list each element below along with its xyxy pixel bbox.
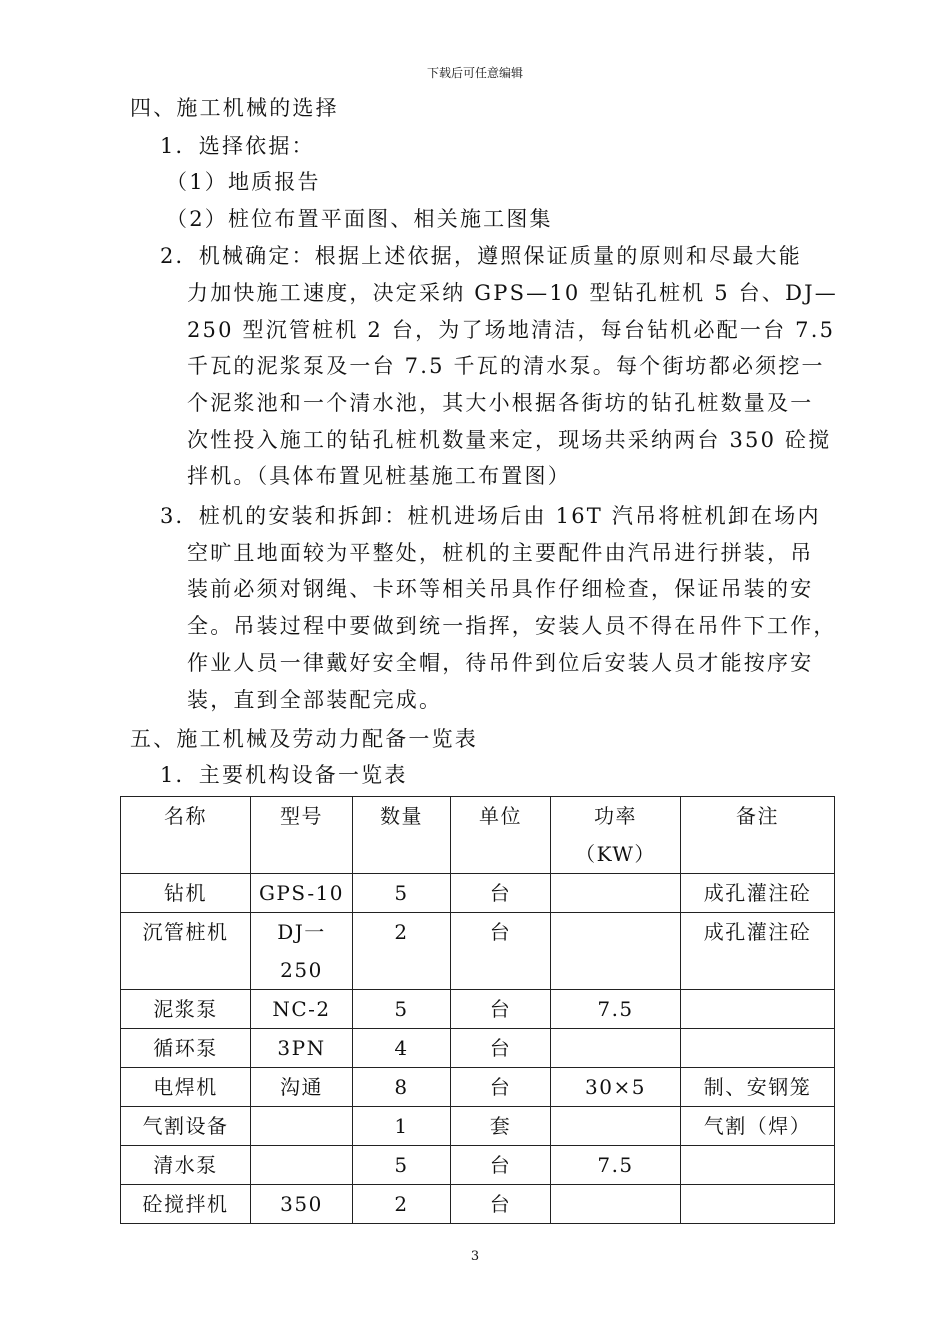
page-header: 下载后可任意编辑 xyxy=(426,66,523,80)
paragraph-machine-line-7: 拌机。（具体布置见桩基施工布置图） xyxy=(187,464,571,488)
section-heading-4: 四、施工机械的选择 xyxy=(130,96,339,120)
paragraph-install-line-2: 空旷且地面较为平整处，桩机的主要配件由汽吊进行拼装，吊 xyxy=(187,541,814,565)
paragraph-install-line-4: 全。吊装过程中要做到统一指挥，安装人员不得在吊件下工作， xyxy=(187,614,837,638)
page-number: 3 xyxy=(470,1249,480,1264)
equipment-table xyxy=(120,796,835,1224)
paragraph-machine-line-1: 2．机械确定：根据上述依据，遵照保证质量的原则和尽最大能 xyxy=(160,244,802,268)
paragraph-install-line-5: 作业人员一律戴好安全帽，待吊件到位后安装人员才能按序安 xyxy=(187,651,814,675)
table-row: 电焊机 沟通 8 台 30×5 制、安钢笼 xyxy=(121,1068,835,1107)
header-quantity: 数量 xyxy=(353,797,451,874)
table-row: 沉管桩机 DJ一 250 2 台 成孔灌注砼 xyxy=(121,913,835,990)
header-unit: 单位 xyxy=(451,797,551,874)
paragraph-machine-line-2: 力加快施工速度，决定采纳 GPS—10 型钻孔桩机 5 台、DJ— xyxy=(187,281,838,305)
table-row: 气割设备 1 套 气割（焊） xyxy=(121,1107,835,1146)
header-remark: 备注 xyxy=(681,797,835,874)
table-row: 钻机 GPS-10 5 台 成孔灌注砼 xyxy=(121,874,835,913)
paragraph-machine-line-5: 个泥浆池和一个清水池，其大小根据各街坊的钻孔桩数量及一 xyxy=(187,391,814,415)
subheading-basis: 1．选择依据： xyxy=(160,134,315,158)
paragraph-machine-line-4: 千瓦的泥浆泵及一台 7.5 千瓦的清水泵。每个街坊都必须挖一 xyxy=(187,354,825,378)
paragraph-machine-line-3: 250 型沉管桩机 2 台，为了场地清洁，每台钻机必配一台 7.5 xyxy=(187,318,836,342)
header-name: 名称 xyxy=(121,797,251,874)
paragraph-install-line-3: 装前必须对钢绳、卡环等相关吊具作仔细检查，保证吊装的安 xyxy=(187,577,814,601)
paragraph-install-line-1: 3．桩机的安装和拆卸：桩机进场后由 16T 汽吊将桩机卸在场内 xyxy=(160,504,821,528)
header-model: 型号 xyxy=(251,797,353,874)
header-power: 功率 （KW） xyxy=(551,797,681,874)
table-row: 循环泵 3PN 4 台 xyxy=(121,1029,835,1068)
subheading-equipment-table: 1．主要机构设备一览表 xyxy=(160,763,408,787)
paragraph-machine-line-6: 次性投入施工的钻孔桩机数量来定，现场共采纳两台 350 砼搅 xyxy=(187,428,832,452)
table-row: 清水泵 5 台 7.5 xyxy=(121,1146,835,1185)
basis-item-2: （2）桩位布置平面图、相关施工图集 xyxy=(166,207,553,231)
table-header-row xyxy=(121,797,835,874)
table-row: 砼搅拌机 350 2 台 xyxy=(121,1185,835,1224)
section-heading-5: 五、施工机械及劳动力配备一览表 xyxy=(130,727,478,751)
paragraph-install-line-6: 装，直到全部装配完成。 xyxy=(187,688,443,712)
table-row: 泥浆泵 NC-2 5 台 7.5 xyxy=(121,990,835,1029)
basis-item-1: （1）地质报告 xyxy=(166,170,321,194)
